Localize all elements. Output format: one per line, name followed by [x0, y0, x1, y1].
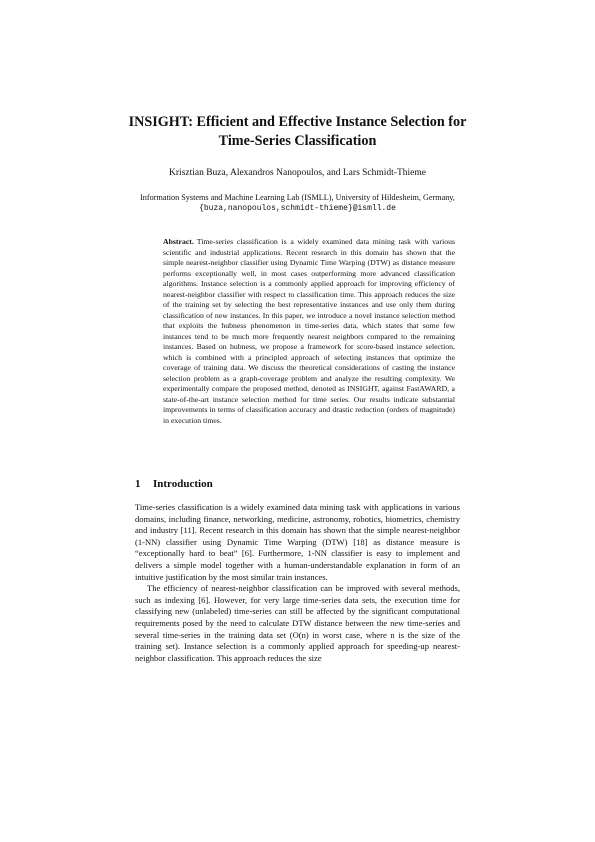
section-number: 1 [135, 478, 141, 490]
title-line-1: INSIGHT: Efficient and Effective Instance Selection for [128, 114, 467, 130]
title-line-2: Time-Series Classification [218, 133, 377, 149]
abstract-text: Time-series classification is a widely examined data mining task with various scientific and industrial applications. Recent research in this domain has shown that the simple nearest-neighbor classifier using Dynamic Time Warping (DTW) as distance measure performs exceptionally well, in most cases outperforming more advanced classification algorithms. Instance selection is a commonly applied approach for improving efficiency of nearest-neighbor classifier with respect to classification time. This approach reduces the size of the training set by selecting the best representative instances and use only them during classification of new instances. In this paper, we introduce a novel instance selection method that exploits the hubness phenomenon in time-series data, which states that some few instances tend to be much more frequently nearest neighbors compared to the remaining instances. Based on hubness, we propose a framework for score-based instance selection, which is combined with a principled approach of selecting instances that optimize the coverage of training data. We discuss the theoretical considerations of casting the instance selection problem as a graph-coverage problem and analyze the resulting complexity. We experimentally compare the proposed method, denoted as INSIGHT, against FastAWARD, a state-of-the-art instance selection method for time series. Our results indicate substantial improvements in terms of classification accuracy and drastic reduction (orders of magnitude) in execution times. [163, 237, 455, 425]
paper-title [100, 113, 495, 151]
body-paragraph: Time-series classification is a widely examined data mining task with applications in various domains, including finance, networking, medicine, astronomy, robotics, biometrics, chemistry and industry [11]. Recent research in this domain has shown that the simple nearest-neighbor (1-NN) classifier using Dynamic Time Warping (DTW) [18] as distance measure is “exceptionally hard to beat” [6]. Furthermore, 1-NN classifier is easy to implement and delivers a simple model together with a human-understandable explanation in form of an intuitive justification by the most similar train instances. [135, 502, 460, 582]
author-emails: {buza,nanopoulos,schmidt-thieme}@ismll.de [199, 204, 396, 213]
section-title: Introduction [153, 478, 213, 490]
introduction-body [135, 502, 460, 664]
author-list: Krisztian Buza, Alexandros Nanopoulos, and Lars Schmidt-Thieme [169, 168, 426, 178]
affiliation [120, 192, 475, 214]
body-paragraph: The efficiency of nearest-neighbor classification can be improved with several methods, such as indexing [6]. However, for very large time-series data sets, the execution time for classifying new (unlabeled) time-series can still be affected by the significant computational requirements posed by the need to calculate DTW distance between the new time-series and several time-series in the training data set (O(n) in worst case, where n is the size of the training set). Instance selection is a commonly applied approach for speeding-up nearest-neighbor classification. This approach reduces the size [135, 583, 460, 663]
abstract-label: Abstract. [163, 237, 194, 246]
abstract [163, 237, 455, 426]
section-heading [135, 477, 465, 491]
affiliation-text: Information Systems and Machine Learning Lab (ISMLL), University of Hildesheim, Germany, [140, 193, 455, 202]
